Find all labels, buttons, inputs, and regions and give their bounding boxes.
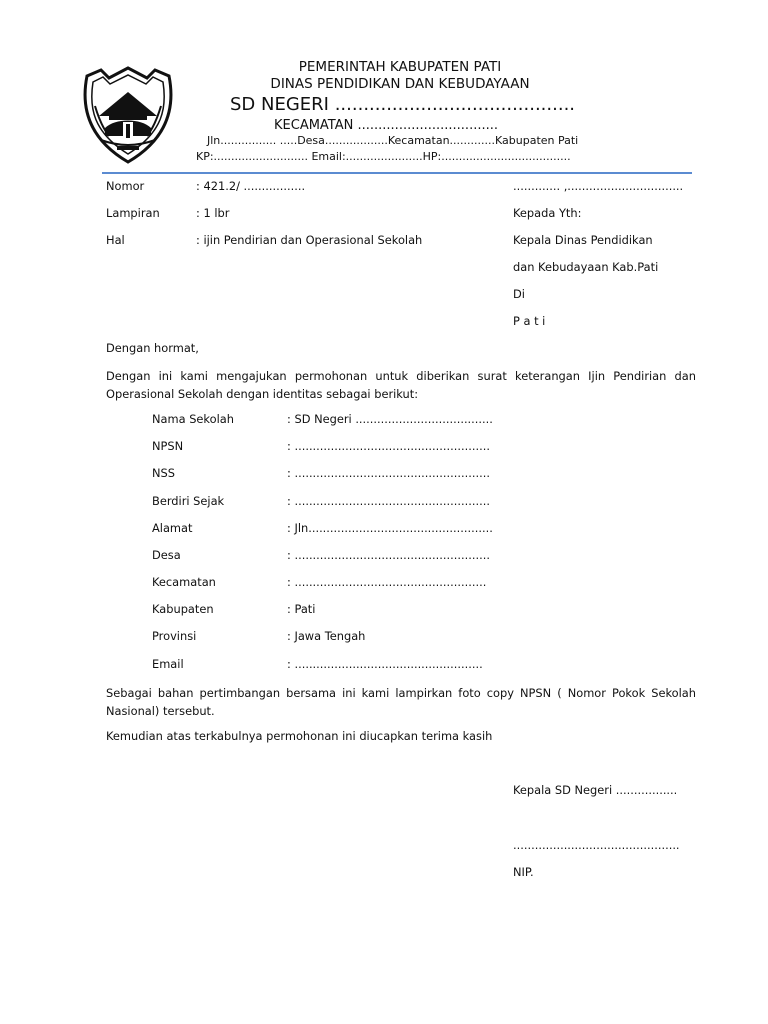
signature-name-line: .............................................. xyxy=(513,838,680,852)
signature-title: Kepala SD Negeri ................. xyxy=(513,783,678,797)
recipient-line-4: Di xyxy=(513,287,525,301)
field-label: Provinsi xyxy=(152,629,197,643)
field-label: Desa xyxy=(152,548,181,562)
recipient-line-3: dan Kebudayaan Kab.Pati xyxy=(513,260,659,274)
kecamatan-line: KECAMATAN .................................. xyxy=(274,118,498,133)
field-label: Kecamatan xyxy=(152,575,216,589)
field-label: Email xyxy=(152,657,184,671)
lampiran-label: Lampiran xyxy=(106,206,160,220)
field-label: Alamat xyxy=(152,521,193,535)
field-value: : ..................................................... xyxy=(287,575,487,589)
address-line: Jln................ .....Desa..................Kecamatan.............Kabupaten Pati xyxy=(207,134,579,147)
field-value: : Jawa Tengah xyxy=(287,629,366,643)
field-label: Berdiri Sejak xyxy=(152,494,225,508)
lampiran-value: : 1 lbr xyxy=(196,206,230,220)
field-value: : ...................................................... xyxy=(287,439,490,453)
contact-line: KP:........................... Email:......................HP:..................................... xyxy=(196,150,571,163)
recipient-line-2: Kepala Dinas Pendidikan xyxy=(513,233,653,247)
nomor-label: Nomor xyxy=(106,179,145,193)
field-value: : Jln................................................... xyxy=(287,521,493,535)
hal-value: : ijin Pendirian dan Operasional Sekolah xyxy=(196,233,423,247)
field-value: : SD Negeri ...................................... xyxy=(287,412,493,426)
field-label: Kabupaten xyxy=(152,602,214,616)
recipient-line-1: Kepada Yth: xyxy=(513,206,582,220)
field-label: NSS xyxy=(152,466,175,480)
intro-paragraph: Dengan ini kami mengajukan permohonan untuk diberikan surat keterangan Ijin Pendirian dan Operasional Sekolah dengan identitas sebagai berikut: xyxy=(106,369,696,401)
nomor-value: : 421.2/ ................. xyxy=(196,179,306,193)
government-name: PEMERINTAH KABUPATEN PATI xyxy=(298,59,502,75)
recipient-line-5: P a t i xyxy=(513,314,546,328)
attachment-paragraph: Sebagai bahan pertimbangan bersama ini kami lampirkan foto copy NPSN ( Nomor Pokok Sekolah Nasional) tersebut. xyxy=(106,686,696,718)
field-value: : ...................................................... xyxy=(287,494,490,508)
greeting: Dengan hormat, xyxy=(106,341,199,355)
header-divider xyxy=(102,172,692,174)
closing-paragraph: Kemudian atas terkabulnya permohonan ini diucapkan terima kasih xyxy=(106,729,493,743)
signature-nip: NIP. xyxy=(513,865,534,879)
field-label: NPSN xyxy=(152,439,184,453)
school-name: SD NEGERI .......................................... xyxy=(230,94,576,115)
department-name: DINAS PENDIDIKAN DAN KEBUDAYAAN xyxy=(270,76,530,92)
field-label: Nama Sekolah xyxy=(152,412,234,426)
field-value: : ...................................................... xyxy=(287,548,490,562)
field-value: : Pati xyxy=(287,602,316,616)
field-value: : ...................................................... xyxy=(287,466,490,480)
field-value: : .................................................... xyxy=(287,657,483,671)
date-line: ............. ,................................ xyxy=(513,179,684,193)
hal-label: Hal xyxy=(106,233,125,247)
